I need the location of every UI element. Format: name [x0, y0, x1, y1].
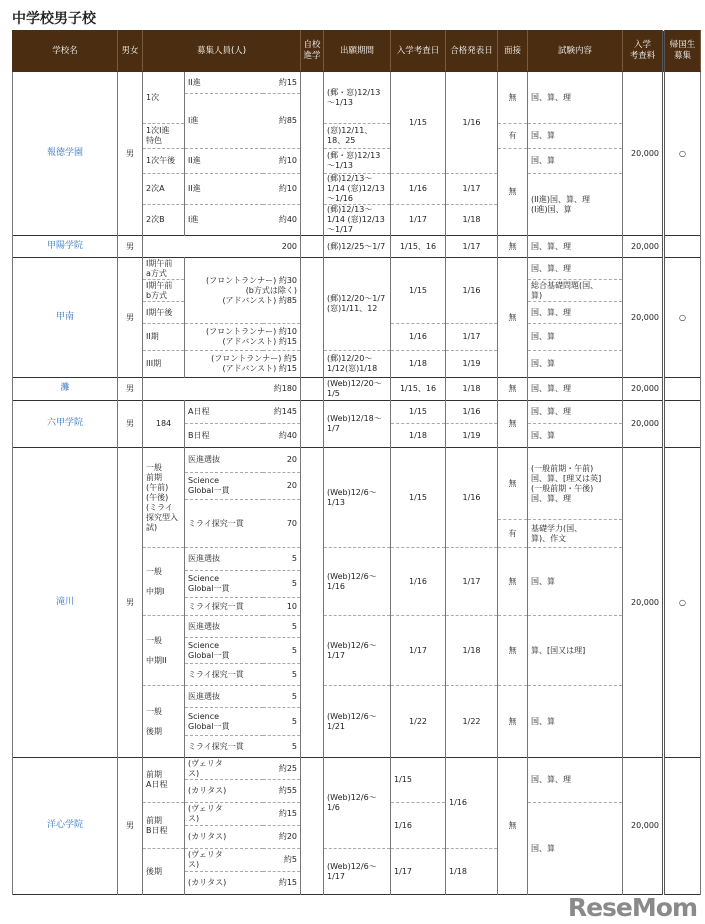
- table-cell: (II進)国、算、理 (I進)国、算: [528, 174, 623, 236]
- table-cell: 医進選抜: [185, 448, 263, 473]
- table-cell: 1/17: [446, 174, 498, 205]
- table-cell: 算、[国又は理]: [528, 616, 623, 686]
- table-cell: (Web)12/20～ 1/5: [324, 378, 391, 401]
- table-cell: 国、算、理: [528, 258, 623, 280]
- table-cell: 5: [263, 638, 301, 664]
- table-cell: 1/15: [391, 448, 446, 548]
- table-cell: 1/16: [391, 324, 446, 351]
- table-cell: 1/17: [391, 849, 446, 895]
- table-cell: 国、算: [528, 124, 623, 149]
- table-cell: 約25: [263, 758, 301, 780]
- school-group: [13, 401, 701, 448]
- table-cell: 国、算: [528, 803, 623, 895]
- header-exam-subjects: 試験内容: [528, 31, 623, 72]
- table-cell: 約15: [263, 72, 301, 94]
- table-cell: 5: [263, 686, 301, 708]
- table-cell: 基礎学力(国、 算)、作文: [528, 520, 623, 548]
- table-cell: (Web)12/6～1/6: [324, 758, 391, 849]
- table-cell: 1/19: [446, 424, 498, 448]
- table-cell: 約10: [263, 149, 301, 174]
- table-cell: 国、算、理: [528, 378, 623, 401]
- table-cell: (ヴェリタ ス): [185, 803, 263, 826]
- page-title: 中学校男子校: [12, 11, 96, 27]
- header-application-period: 出願期間: [324, 31, 391, 72]
- table-cell: 5: [263, 708, 301, 736]
- internal-cell: [301, 378, 324, 401]
- table-cell: (郵)12/20～1/7 (窓)1/11、12: [324, 258, 391, 351]
- table-cell: 総合基礎問題(国、 算): [528, 280, 623, 302]
- school-name-link[interactable]: 甲陽学院: [13, 236, 118, 258]
- fee-cell: 20,000: [623, 401, 664, 448]
- table-cell: B日程: [185, 424, 263, 448]
- table-cell: 国、算: [528, 424, 623, 448]
- table-cell: 無: [498, 149, 528, 236]
- header-result-date: 合格発表日: [446, 31, 498, 72]
- table-cell: 国、算: [528, 149, 623, 174]
- header-interview: 面接: [498, 31, 528, 72]
- table-cell: 一般 後期: [143, 686, 185, 758]
- fee-cell: 20,000: [623, 72, 664, 236]
- table-cell: 1/17: [391, 205, 446, 236]
- table-cell: (フロントランナー) 約5 (アドバンスト) 約15: [185, 351, 301, 378]
- returnee-cell: ○: [664, 72, 701, 236]
- table-cell: 無: [498, 401, 528, 448]
- table-cell: 約10: [263, 174, 301, 205]
- table-cell: (ヴェリタ ス): [185, 758, 263, 780]
- table-cell: 200: [143, 236, 301, 258]
- fee-cell: 20,000: [623, 236, 664, 258]
- table-row: [13, 378, 701, 401]
- table-cell: Science Global一貫: [185, 708, 263, 736]
- table-cell: 1/18: [391, 424, 446, 448]
- school-name-link[interactable]: 甲南: [13, 258, 118, 378]
- table-cell: Science Global一貫: [185, 638, 263, 664]
- table-cell: 1/22: [446, 686, 498, 758]
- school-group: [13, 758, 701, 895]
- table-row: [13, 401, 701, 424]
- table-cell: I期午前 a方式: [143, 258, 185, 280]
- table-cell: 1次午後: [143, 149, 185, 174]
- table-cell: 1/16: [391, 803, 446, 849]
- table-cell: 約40: [263, 205, 301, 236]
- returnee-cell: [664, 378, 701, 401]
- table-cell: 1/18: [446, 616, 498, 686]
- school-group: [13, 378, 701, 401]
- table-cell: 国、算、理: [528, 302, 623, 324]
- returnee-cell: ○: [664, 448, 701, 758]
- internal-cell: [301, 72, 324, 236]
- table-cell: (郵)12/20～ 1/12(窓)1/18: [324, 351, 391, 378]
- table-cell: 1/15: [391, 72, 446, 174]
- table-cell: 有: [498, 124, 528, 149]
- header-returnee: 帰国生 募集: [664, 31, 701, 72]
- school-group: [13, 72, 701, 236]
- table-cell: 2次B: [143, 205, 185, 236]
- gender-cell: 男: [118, 448, 143, 758]
- table-cell: 1/17: [446, 548, 498, 616]
- table-cell: ミライ探究一貫: [185, 598, 263, 616]
- table-cell: II進: [185, 149, 263, 174]
- table-cell: I進: [185, 94, 263, 149]
- returnee-cell: ○: [664, 258, 701, 378]
- table-cell: (フロントランナー) 約30 (b方式は除く) (アドバンスト) 約85: [185, 258, 301, 324]
- table-cell: (郵・窓)12/13 ～1/13: [324, 72, 391, 124]
- table-cell: 約145: [263, 401, 301, 424]
- table-cell: (窓)12/11、 18、25: [324, 124, 391, 149]
- table-cell: II進: [185, 174, 263, 205]
- fee-cell: 20,000: [623, 448, 664, 758]
- school-name-link[interactable]: 灘: [13, 378, 118, 401]
- table-row: [13, 258, 701, 280]
- table-cell: (Web)12/18～ 1/7: [324, 401, 391, 448]
- table-cell: 国、算: [528, 351, 623, 378]
- table-cell: 5: [263, 664, 301, 686]
- header-school-name: 学校名: [13, 31, 118, 72]
- gender-cell: 男: [118, 401, 143, 448]
- table-cell: 1/18: [391, 351, 446, 378]
- table-cell: 184: [143, 401, 185, 448]
- table-cell: 2次A: [143, 174, 185, 205]
- fee-cell: 20,000: [623, 758, 664, 895]
- table-cell: (カリタス): [185, 780, 263, 803]
- table-cell: 1/15: [391, 401, 446, 424]
- table-row: [13, 72, 701, 94]
- table-cell: 1/16: [446, 401, 498, 424]
- table-cell: 1/17: [391, 616, 446, 686]
- returnee-cell: [664, 236, 701, 258]
- table-cell: 約85: [263, 94, 301, 149]
- table-cell: (カリタス): [185, 826, 263, 849]
- table-cell: 国、算: [528, 324, 623, 351]
- table-cell: 無: [498, 448, 528, 520]
- table-cell: 1/16: [446, 448, 498, 548]
- table-cell: 5: [263, 571, 301, 598]
- table-cell: 医進選抜: [185, 548, 263, 571]
- table-cell: 1/18: [446, 205, 498, 236]
- returnee-cell: [664, 758, 701, 895]
- fee-cell: 20,000: [623, 258, 664, 378]
- table-cell: 無: [498, 72, 528, 124]
- table-cell: ミライ探究一貫: [185, 736, 263, 758]
- table-cell: 10: [263, 598, 301, 616]
- table-cell: 無: [498, 236, 528, 258]
- table-cell: 一般 中期II: [143, 616, 185, 686]
- table-cell: 一般 前期 (午前) (午後) (ミライ 探究型入 試): [143, 448, 185, 548]
- school-group: [13, 258, 701, 378]
- table-cell: 5: [263, 616, 301, 638]
- table-cell: III期: [143, 351, 185, 378]
- table-cell: 無: [498, 378, 528, 401]
- table-cell: 国、算: [528, 548, 623, 616]
- gender-cell: 男: [118, 378, 143, 401]
- table-cell: 国、算、理: [528, 236, 623, 258]
- returnee-cell: [664, 401, 701, 448]
- table-cell: 20: [263, 448, 301, 473]
- gender-cell: 男: [118, 72, 143, 236]
- resemom-logo: ReseMom: [567, 893, 697, 922]
- school-group: [13, 448, 701, 758]
- table-cell: 約20: [263, 826, 301, 849]
- table-cell: 後期: [143, 849, 185, 895]
- table-cell: (一般前期・午前) 国、算、[理又は英] (一般前期・午後) 国、算、理: [528, 448, 623, 520]
- table-cell: 5: [263, 548, 301, 571]
- table-cell: ミライ探究一貫: [185, 500, 263, 548]
- header-exam-date: 入学考査日: [391, 31, 446, 72]
- table-cell: 無: [498, 258, 528, 378]
- internal-cell: [301, 448, 324, 758]
- table-cell: 1/16: [446, 72, 498, 174]
- gender-cell: 男: [118, 236, 143, 258]
- table-row: [13, 236, 701, 258]
- table-cell: 国、算、理: [528, 758, 623, 803]
- table-cell: 1/18: [446, 378, 498, 401]
- table-cell: II進: [185, 72, 263, 94]
- table-cell: (郵)12/13～ 1/14 (窓)12/13 ～1/16: [324, 174, 391, 205]
- table-cell: 約180: [143, 378, 301, 401]
- table-cell: 無: [498, 616, 528, 686]
- header-row: [13, 31, 701, 72]
- table-cell: 国、算、理: [528, 401, 623, 424]
- table-cell: 1/16: [391, 174, 446, 205]
- table-cell: 1/17: [446, 324, 498, 351]
- table-cell: Science Global一貫: [185, 473, 263, 500]
- table-cell: 無: [498, 548, 528, 616]
- table-cell: (フロントランナー) 約10 (アドバンスト) 約15: [185, 324, 301, 351]
- table-cell: I期午前 b方式: [143, 280, 185, 302]
- table-cell: (Web)12/6～ 1/16: [324, 548, 391, 616]
- internal-cell: [301, 758, 324, 895]
- table-cell: 約15: [263, 803, 301, 826]
- table-cell: 約40: [263, 424, 301, 448]
- table-cell: 1/15、16: [391, 236, 446, 258]
- internal-cell: [301, 401, 324, 448]
- table-cell: 約5: [263, 849, 301, 872]
- school-name-link[interactable]: 滝川: [13, 448, 118, 758]
- table-cell: 国、算、理: [528, 72, 623, 124]
- table-row: [13, 758, 701, 780]
- table-cell: 無: [498, 758, 528, 895]
- table-cell: (Web)12/6～ 1/17: [324, 849, 391, 895]
- fee-cell: 20,000: [623, 378, 664, 401]
- gender-cell: 男: [118, 758, 143, 895]
- table-row: [13, 448, 701, 473]
- table-cell: 1/15: [391, 258, 446, 324]
- table-cell: A日程: [185, 401, 263, 424]
- table-cell: (Web)12/6～ 1/17: [324, 616, 391, 686]
- table-cell: 医進選抜: [185, 616, 263, 638]
- table-cell: (郵)12/25～1/7: [324, 236, 391, 258]
- table-cell: 1/22: [391, 686, 446, 758]
- table-cell: 有: [498, 520, 528, 548]
- header-capacity: 募集人員(人): [143, 31, 301, 72]
- gender-cell: 男: [118, 258, 143, 378]
- table-cell: (郵・窓)12/13 ～1/13: [324, 149, 391, 174]
- school-group: [13, 236, 701, 258]
- table-cell: 1次I進 特色: [143, 124, 185, 149]
- table-cell: 1次: [143, 72, 185, 124]
- table-cell: 1/15、16: [391, 378, 446, 401]
- table-cell: (Web)12/6～ 1/13: [324, 448, 391, 548]
- table-cell: 一般 中期I: [143, 548, 185, 616]
- table-cell: I進: [185, 205, 263, 236]
- table-cell: 5: [263, 736, 301, 758]
- table-cell: 前期 B日程: [143, 803, 185, 849]
- table-cell: 1/16: [391, 548, 446, 616]
- header-internal: 自校 進学: [301, 31, 324, 72]
- table-cell: (Web)12/6～ 1/21: [324, 686, 391, 758]
- table-cell: 約55: [263, 780, 301, 803]
- table-cell: 70: [263, 500, 301, 548]
- table-cell: 1/18: [446, 849, 498, 895]
- table-cell: ミライ探究一貫: [185, 664, 263, 686]
- table-cell: 1/16: [446, 258, 498, 324]
- table-cell: 国、算: [528, 686, 623, 758]
- school-name-link[interactable]: 報徳学園: [13, 72, 118, 236]
- school-name-link[interactable]: 洋心学院: [13, 758, 118, 895]
- table-cell: II期: [143, 324, 185, 351]
- internal-cell: [301, 258, 324, 378]
- header-fee: 入学 考査料: [623, 31, 664, 72]
- table-cell: 無: [498, 686, 528, 758]
- table-cell: 20: [263, 473, 301, 500]
- internal-cell: [301, 236, 324, 258]
- table-cell: 1/17: [446, 236, 498, 258]
- table-cell: (郵)12/13～ 1/14 (窓)12/13 ～1/17: [324, 205, 391, 236]
- table-cell: (ヴェリタ ス): [185, 849, 263, 872]
- header-gender: 男女: [118, 31, 143, 72]
- table-cell: 1/15: [391, 758, 446, 803]
- table-cell: (カリタス): [185, 872, 263, 895]
- school-name-link[interactable]: 六甲学院: [13, 401, 118, 448]
- table-cell: 医進選抜: [185, 686, 263, 708]
- table-cell: Science Global一貫: [185, 571, 263, 598]
- table-cell: 前期 A日程: [143, 758, 185, 803]
- admissions-table: [12, 30, 701, 895]
- table-cell: I期午後: [143, 302, 185, 324]
- table-cell: 約15: [263, 872, 301, 895]
- table-cell: 1/16: [446, 758, 498, 849]
- table-cell: 1/19: [446, 351, 498, 378]
